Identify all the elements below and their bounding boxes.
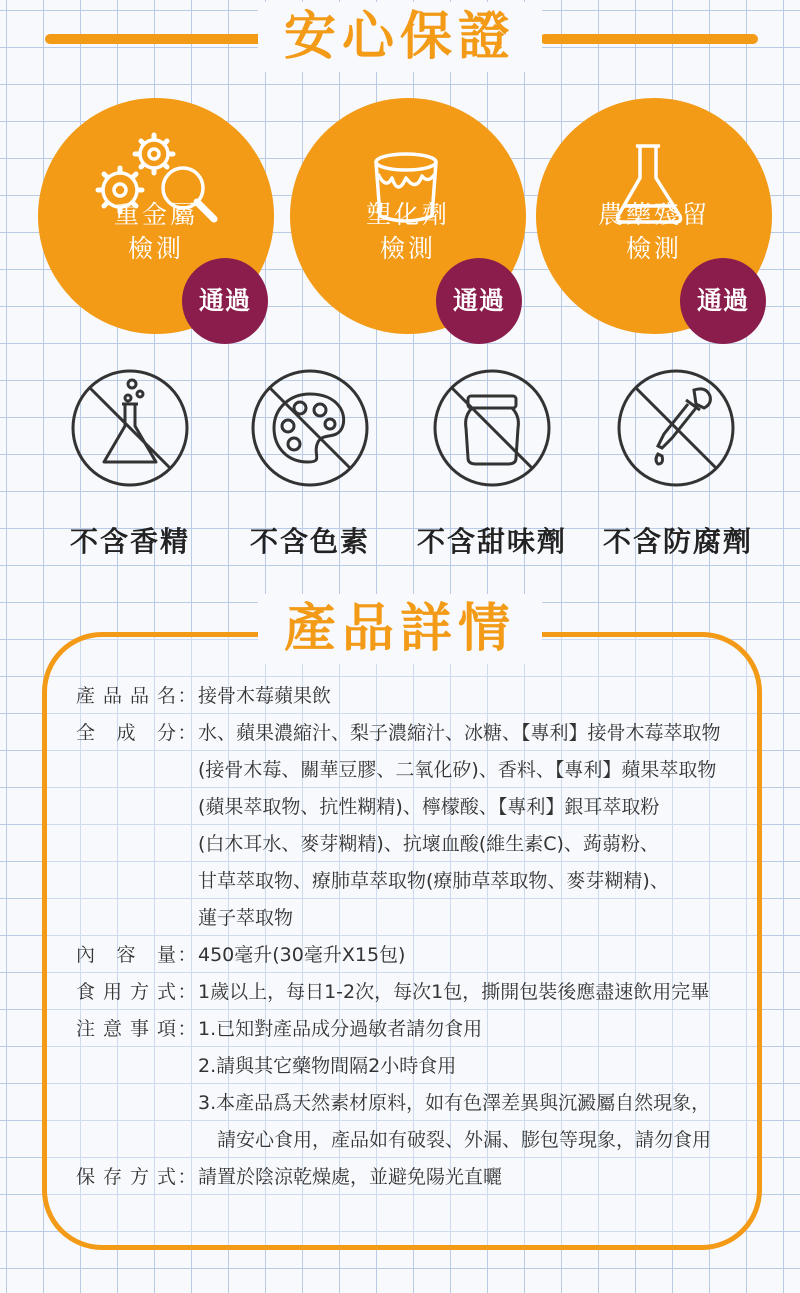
detail-row-name: 產品品名 ： 接骨木莓蘋果飲	[76, 685, 332, 707]
detail-row-storage: 保存方式 ： 請置於陰涼乾燥處，並避免陽光直曬	[76, 1166, 503, 1188]
free-label: 不含香精	[69, 525, 190, 558]
section-title-guarantee	[0, 2, 800, 72]
detail-row-notes: 注意事項 ： 1.已知對產品成分過敏者請勿食用 2.請與其它藥物間隔2小時食用 3.本產品爲天然素材原料，如有色澤差異與沉澱屬自然現象， 請安心食用，產品如有破裂、外漏、膨包等現象，請勿食用	[76, 1018, 712, 1151]
pass-badge: 通過	[436, 258, 522, 344]
free-label: 不含色素	[249, 525, 370, 558]
badge-label: 塑化劑 檢測	[365, 200, 450, 263]
pass-badge: 通過	[182, 258, 268, 344]
section-title-text: 安心保證	[258, 2, 542, 72]
detail-row-volume: 內容量 ： 450毫升(30毫升X15包)	[76, 944, 406, 966]
pass-badge: 通過	[680, 258, 766, 344]
no-palette-icon	[250, 368, 370, 488]
free-label: 不含甜味劑	[416, 525, 567, 558]
detail-list	[76, 678, 756, 1196]
badge-label: 農藥殘留 檢測	[597, 200, 710, 263]
detail-row-usage: 食用方式 ： 1歲以上，每日1-2次，每次1包，撕開包裝後應盡速飲用完畢	[76, 981, 710, 1003]
badge-label: 重金屬 檢測	[113, 200, 198, 263]
no-jar-icon	[432, 368, 552, 488]
section-title-text: 產品詳情	[258, 594, 542, 664]
no-flask-bubbles-icon	[70, 368, 190, 488]
section-title-details	[0, 594, 800, 664]
no-dropper-icon	[616, 368, 736, 488]
free-label: 不含防腐劑	[602, 525, 753, 558]
detail-row-ingredients: 全成分 ： 水、蘋果濃縮汁、梨子濃縮汁、冰糖、【專利】接骨木莓萃取物 (接骨木莓、關華豆膠、二氧化矽)、香料、【專利】蘋果萃取物 (蘋果萃取物、抗性糊精)、檸檬酸、【專利】銀耳萃取粉 (白木耳水、麥芽糊精)、抗壞血酸(維生素C)、蒟蒻粉、 甘草萃取物、療肺草萃取物(療肺草萃取物、麥芽糊精)、 蓮子萃取物	[76, 722, 721, 929]
